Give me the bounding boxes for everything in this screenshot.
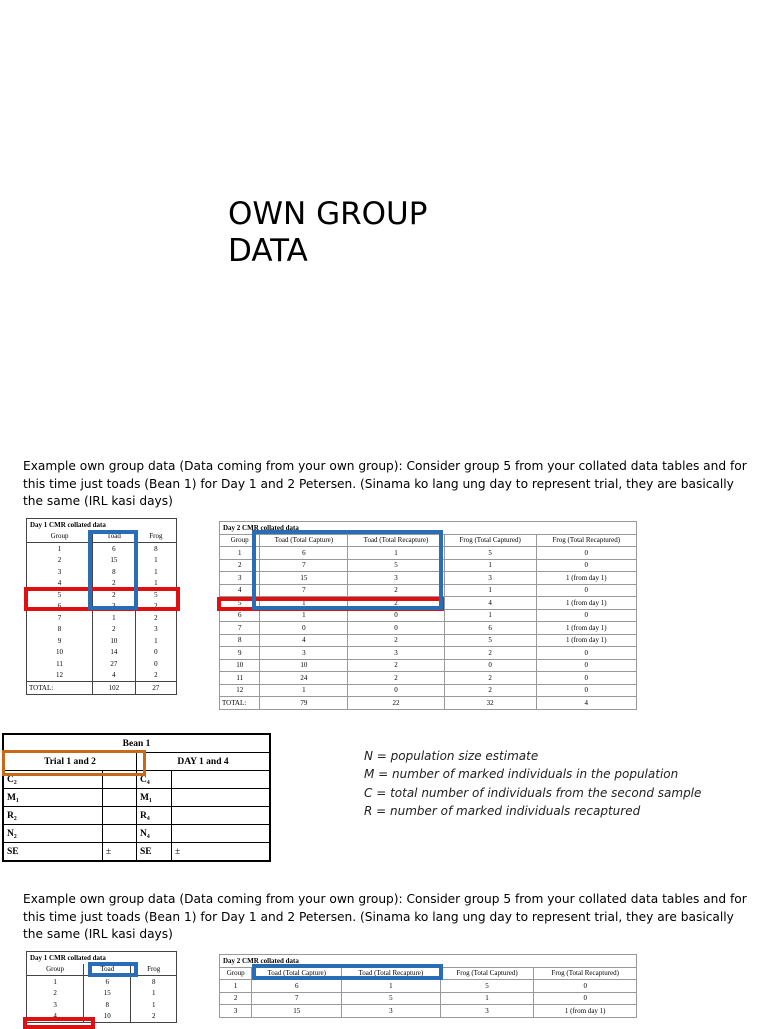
table-cell: 6 [220,609,260,622]
table-cell: 1 [135,578,176,590]
table-cell: 0 [348,622,444,635]
table-cell: 2 [57,556,62,565]
table-cell: 2 [93,624,136,636]
table-cell: 2 [220,559,260,572]
total-row [220,697,637,710]
table-cell: 0 [536,659,636,672]
table-cell: 1 [57,544,62,553]
table-cell: 8 [93,566,136,578]
table-cell: 1 [440,992,534,1005]
table-cell: 0 [534,992,637,1005]
table-cell: 5 [135,589,176,601]
total-row [27,682,177,695]
col-header: Frog (Total Captured) [444,534,536,547]
table-cell: 10 [260,659,348,672]
total-cell: 79 [260,697,348,710]
table-cell: 6 [57,602,62,611]
table-cell: 1 (from day 1) [536,622,636,635]
table-cell: 7 [57,613,62,622]
table-row [220,622,637,635]
table-cell: 2 [220,992,252,1005]
table-cell: 1 [348,547,444,560]
table-cell: 10 [56,648,63,657]
table-row [27,635,177,647]
pm-sign: ± [102,843,136,862]
table-cell: 3 [93,601,136,613]
table-row [27,624,177,636]
table-cell: 5 [57,590,62,599]
definitions-list [364,747,701,821]
col-header: Frog [135,531,176,543]
slide-title: OWN GROUP DATA [228,196,428,269]
table-row [27,647,177,659]
table-cell: 2 [135,612,176,624]
table-row [220,992,637,1005]
table-cell: 8 [57,625,62,634]
total-cell: 22 [348,697,444,710]
table-row [27,976,177,988]
table-cell: 1 [444,559,536,572]
table-row [27,999,177,1011]
table-row [220,634,637,647]
table-cell: 7 [220,622,260,635]
table-cell: 1 [135,635,176,647]
col-header: Frog [131,964,177,976]
total-cell: 102 [93,682,136,695]
table-cell: 3 [57,567,62,576]
col-header: Frog (Total Captured) [440,967,534,980]
col-header: Group [220,534,260,547]
table-cell: 2 [131,1011,177,1023]
table-cell: 1 [444,584,536,597]
table-cell: 3 [260,647,348,660]
col-header: Toad (Total Capture) [260,534,348,547]
table-cell: 3 [220,572,260,585]
table-cell: 0 [536,672,636,685]
toad-columns-highlight [252,530,443,610]
table-cell: 1 (from day 1) [536,597,636,610]
table-cell: 4 [53,1012,57,1021]
trial-highlight [2,750,146,776]
table-cell: 7 [260,584,348,597]
col-header: Group [220,967,252,980]
table-cell: 15 [260,572,348,585]
table-row [220,1005,637,1018]
table-cell: 1 [260,597,348,610]
var-label: N₄ [136,825,171,843]
table-cell: 2 [348,659,444,672]
day1-caption: Day 1 CMR collated data [30,953,106,962]
table-cell: 1 [260,684,348,697]
table-cell: 8 [135,543,176,555]
col-header: Group [27,531,93,543]
table-cell: 12 [220,684,260,697]
table-cell: 1 [220,547,260,560]
table-row [27,612,177,624]
toad-column-highlight [88,962,138,977]
table-cell: 1 (from day 1) [536,572,636,585]
col-header: Toad [84,964,131,976]
trial-header: Trial 1 and 2 [3,753,136,771]
table-cell: 1 [220,980,252,993]
table-cell: 6 [93,543,136,555]
table-cell: 12 [56,671,63,680]
table-cell: 2 [135,601,176,613]
table-cell: 5 [348,559,444,572]
table-cell: 10 [93,635,136,647]
definition-n: N = population size estimate [364,749,539,763]
col-header: Toad (Total Recapture) [342,967,441,980]
definition-r: R = number of marked individuals recaptured [364,804,641,819]
var-label: SE [3,843,102,862]
table-cell: 2 [348,672,444,685]
definition-c: C = total number of individuals from the second sample [364,785,702,800]
table-cell: 3 [220,1005,252,1018]
definition-m: M = number of marked individuals in the population [364,767,679,782]
table-cell: 2 [53,989,57,998]
table-cell: 15 [252,1005,342,1018]
table-cell: 1 [342,980,441,993]
var-label: C₄ [136,771,171,789]
table-cell: 4 [444,597,536,610]
col-header: Toad (Total Capture) [252,967,342,980]
table-cell: 0 [444,659,536,672]
day2-caption: Day 2 CMR collated data [220,955,637,968]
table-cell: 0 [536,609,636,622]
bean-title: Bean 1 [3,734,270,753]
col-header: Toad [93,531,136,543]
table-cell: 1 [444,609,536,622]
table-cell: 9 [220,647,260,660]
total-cell: TOTAL: [27,682,93,695]
example-paragraph-2: Example own group data (Data coming from your own group): Consider group 5 from your collated data tables and for this time just toads (Bean 1) for Day 1 and 2 Petersen. (Sinama ko lang ung day to represent trial, they are basically the same (IRL kasi days) [23,892,747,941]
var-label: R₄ [136,807,171,825]
toad-columns-highlight [252,964,443,980]
col-header: Toad (Total Recapture) [348,534,444,547]
table-cell: 0 [536,559,636,572]
table-cell: 5 [220,597,260,610]
table-row [27,670,177,682]
table-cell: 15 [84,988,131,1000]
table-cell: 2 [93,589,136,601]
table-cell: 8 [131,976,177,988]
table-cell: 3 [348,647,444,660]
table-cell: 6 [444,622,536,635]
var-label: SE [136,843,171,862]
table-cell: 8 [84,999,131,1011]
table-cell: 1 [53,977,57,986]
table-cell: 11 [56,659,63,668]
table-cell: 3 [444,572,536,585]
total-cell: 27 [135,682,176,695]
table-row [220,672,637,685]
table-cell: 2 [348,584,444,597]
table-cell: 0 [536,584,636,597]
table-cell: 5 [444,634,536,647]
total-cell: 32 [444,697,536,710]
day2-caption: Day 2 CMR collated data [220,522,637,535]
table-cell: 5 [440,980,534,993]
table-cell: 0 [536,547,636,560]
table-cell: 1 (from day 1) [536,634,636,647]
table-cell: 4 [93,670,136,682]
table-cell: 1 [135,566,176,578]
table-cell: 2 [93,578,136,590]
table-cell: 3 [342,1005,441,1018]
table-cell: 6 [252,980,342,993]
table-cell: 0 [260,622,348,635]
table-cell: 11 [220,672,260,685]
table-cell: 0 [536,684,636,697]
table-cell: 0 [135,647,176,659]
table-cell: 2 [348,634,444,647]
table-cell: 27 [93,658,136,670]
table-cell: 3 [348,572,444,585]
var-label: N₂ [3,825,102,843]
table-cell: 0 [135,658,176,670]
table-cell: 5 [342,992,441,1005]
table-row [220,659,637,672]
total-cell: 4 [536,697,636,710]
table-row [27,658,177,670]
table-cell: 2 [444,672,536,685]
table-cell: 14 [93,647,136,659]
table-cell: 6 [84,976,131,988]
table-cell: 1 (from day 1) [534,1005,637,1018]
col-header: Group [27,964,84,976]
table-cell: 7 [260,559,348,572]
table-cell: 2 [444,647,536,660]
table-cell: 1 [93,612,136,624]
table-cell: 6 [260,547,348,560]
table-cell: 15 [93,555,136,567]
table-cell: 4 [220,584,260,597]
table-cell: 0 [536,647,636,660]
var-label: M₁ [3,789,102,807]
table-cell: 9 [57,636,62,645]
toad-column-highlight [88,530,138,610]
table-cell: 10 [84,1011,131,1023]
table-cell: 2 [348,597,444,610]
var-label: R₂ [3,807,102,825]
table-cell: 8 [220,634,260,647]
pm-sign: ± [171,843,270,862]
table-cell: 1 [131,999,177,1011]
col-header: Frog (Total Recaptured) [536,534,636,547]
table-row [220,980,637,993]
day-header: DAY 1 and 4 [136,753,270,771]
table-cell: 10 [220,659,260,672]
group5-highlight [23,1017,95,1029]
table-cell: 3 [135,624,176,636]
table-cell: 3 [53,1000,57,1009]
table-cell: 5 [444,547,536,560]
table-cell: 0 [348,609,444,622]
table-cell: 0 [534,980,637,993]
table-cell: 4 [57,579,62,588]
day1-caption: Day 1 CMR collated data [30,520,106,529]
table-cell: 1 [131,988,177,1000]
table-cell: 2 [135,670,176,682]
table-cell: 7 [252,992,342,1005]
table-cell: 3 [440,1005,534,1018]
table-cell: 1 [260,609,348,622]
total-cell: TOTAL: [220,697,260,710]
table-cell: 1 [135,555,176,567]
table-row [27,988,177,1000]
var-label: C₂ [3,771,102,789]
table-row [220,647,637,660]
var-label: M₁ [136,789,171,807]
col-header: Frog (Total Recaptured) [534,967,637,980]
table-cell: 0 [348,684,444,697]
table-cell: 4 [260,634,348,647]
table-cell: 24 [260,672,348,685]
table-row [220,684,637,697]
table-cell: 2 [444,684,536,697]
example-paragraph: Example own group data (Data coming from your own group): Consider group 5 from your collated data tables and for this time just toads (Bean 1) for Day 1 and 2 Petersen. (Sinama ko lang ung day to represent trial, they are basically the same (IRL kasi days) [23,459,747,508]
